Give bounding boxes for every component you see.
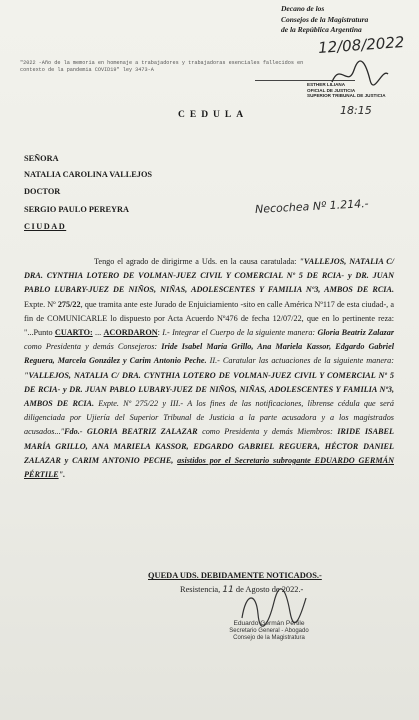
year-banner [20,60,340,73]
ellipsis: ... [92,328,104,338]
signer-org: Consejo de la Magistratura [233,635,305,641]
recipient-line-4: SERGIO PAULO PEREYRA [24,205,129,214]
year-banner-line-1: "2022 -Año de la memoria en homenaje a trabajadores y trabajadoras esenciales fallecidos en [20,60,304,66]
handwritten-receipt-date: 12/08/2022 [317,33,405,57]
signer-role: Secretario General - Abogado [229,627,309,634]
president-name: Gloria Beatriz Zalazar [317,328,395,338]
acordaron: ACORDARON [103,328,158,338]
case-caption-2: "VALLEJOS, NATALIA C/ DRA. CYNTHIA LOTERO DE VOLMAN-JUEZ CIVIL Y COMERCIAL Nº 5 DE RCIA- y DR. JUAN PABLO LUBARY-JUEZ DE NIÑOS, NIÑAS, ADOLESCENTES Y FAMILIA Nº3, AMBOS DE RCIA. [24,370,394,409]
stamp-signature-scribble [330,60,390,90]
recipient-line-2: NATALIA CAROLINA VALLEJOS [24,170,153,179]
date-prefix: Resistencia, [180,585,223,594]
header-line-2: Consejos de la Magistratura [281,14,369,24]
stamp-line-2: OFICIAL DE JUSTICIA [307,87,356,93]
stamp-line-1: ESTHER LILIANA [307,82,346,87]
signed-mid: como Presidenta y demás Miembros: [197,427,338,437]
notified-statement: QUEDA UDS. DEBIDAMENTE NOTICADOS.- [148,571,322,580]
signed-by: Fdo.- GLORIA BEATRIZ ZALAZAR [64,427,198,437]
recipient-line-3: DOCTOR [24,187,61,196]
assisted-by: asistidos por el Secretario subrogante EDUARDO GERMÁN PÉRTILE [24,455,394,480]
case-caption: "VALLEJOS, NATALIA C/ DRA. CYNTHIA LOTERO DE VOLMAN-JUEZ CIVIL Y COMERCIAL Nº 5 DE RCIA- y DR. JUAN PABLO LUBARY-JUEZ DE NIÑOS, NIÑAS, ADOLESCENTES Y FAMILIA Nº3, AMBOS DE RCIA. [24,257,394,295]
signature-block [214,620,324,643]
body-end: ". [58,470,66,480]
point-cuarto: CUARTO: [54,328,93,338]
body-intro: Tengo el agrado de dirigirme a Uds. en la causa caratulada: [94,257,300,266]
item-3: y III.- A los fines de las notificaciones, líbrense cédula que será diligenciada por Ujiería del Superior Tribunal de Justicia a la parte acusadora y a los magistrados acusados..." [24,399,394,437]
body-rest: , que tramita ante este Jurado de Enjuiciamiento -sito en calle América Nº117 de esta ciudad-, a fin de COMUNICARLE lo dispuesto por Acta Acuerdo Nº476 de fecha 12/07/22, que en lo pertinente reza: "...Punto [24,299,394,338]
signed-members: IRIDE ISABEL MARÍA GRILLO, ANA MARIELA KASSOR, EDGARDO GABRIEL REGUERA, HÉCTOR DANIEL ZALAZAR y CARIM ANTONIO PECHE, [24,427,394,465]
header-line-3: de la República Argentina [281,25,362,34]
date-day: 11 [222,585,234,595]
president-rest: como Presidenta y demás Consejeros: [24,342,162,352]
handwritten-receipt-time: 18:15 [340,104,372,117]
institution-header [281,4,411,36]
councillors: Iride Isabel María Grillo, Ana Mariela Kassor, Edgardo Gabriel Reguera, Marcela González y Carim Antonio Peche. [24,342,394,366]
year-banner-line-2: contexto de la pandemia COVID19" ley 3473-A [20,66,154,73]
item-1: I.- Integrar el Cuerpo de la siguiente manera: [162,328,318,338]
expte-number: 275/22 [57,299,81,309]
recipient-line-1: SEÑORA [24,154,59,163]
expte-prefix: Expte. Nº [24,299,58,309]
stamp-line-3: SUPERIOR TRIBUNAL DE JUSTICIA [307,93,386,98]
recipient-city: CIUDAD [24,222,67,231]
handwritten-address: Necochea Nº 1.214.- [254,197,369,216]
document-title: CEDULA [178,110,249,120]
item-2-expte: Expte. Nº 275/22 [94,399,163,409]
header-line-1: Decano de los [281,4,325,13]
body-text [24,255,394,482]
item-2: II.- Caratular las actuaciones de la siguiente manera: [206,356,395,366]
colon: : [157,328,163,338]
signer-name: Eduardo Germán Pértile [233,620,305,627]
date-suffix: de Agosto de 2022.- [233,585,304,594]
